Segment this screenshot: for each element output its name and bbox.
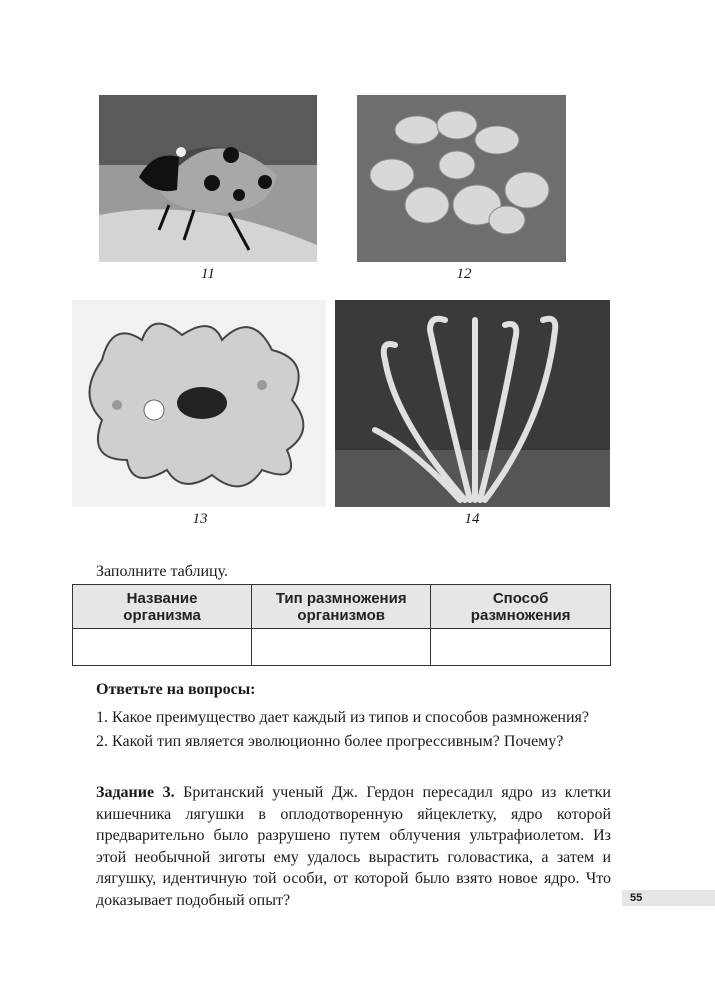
header-reproduction-method: Способ размножения: [431, 585, 611, 629]
question-item: 2. Какой тип является эволюционно более прогрессивным? Почему?: [96, 733, 564, 750]
organism-table: [72, 584, 611, 666]
figure-caption: 12: [456, 266, 472, 282]
figure-ladybug: [99, 95, 317, 262]
header-organism-name: Название организма: [73, 585, 252, 629]
figure-amoeba: [72, 300, 326, 507]
task3-paragraph: [96, 782, 611, 911]
figure-strawberry: [357, 95, 566, 262]
question-item: 1. Какое преимущество дает каждый из типов и способов размножения?: [96, 709, 589, 726]
ladybug-image: [99, 95, 317, 262]
task3-label: Задание 3.: [96, 784, 175, 801]
strawberry-image: [357, 95, 566, 262]
page-number: 55: [622, 890, 715, 906]
figure-caption: 13: [192, 511, 208, 527]
table-instruction: Заполните таблицу.: [96, 563, 228, 580]
figure-caption: 11: [201, 266, 215, 282]
figure-caption: 14: [464, 511, 480, 527]
table-row: [73, 629, 611, 666]
figure-fern: [335, 300, 610, 507]
fern-image: [335, 300, 610, 507]
table-cell[interactable]: [252, 629, 431, 666]
header-reproduction-type: Тип размножения организмов: [252, 585, 431, 629]
table-cell[interactable]: [73, 629, 252, 666]
amoeba-image: [72, 300, 326, 507]
questions-heading: Ответьте на вопросы:: [96, 681, 256, 698]
task3-text: Британский ученый Дж. Гердон пересадил ядро из клетки кишечника лягушки в оплодотворенную яйцеклетку, ядро которой предварительно было разрушено путем облучения ультрафиолетом. Из этой необычной зиготы ему удалось вырастить головастика, а затем и лягушку, идентичную той особи, от которой было взято новое ядро. Что доказывает подобный опыт?: [96, 784, 611, 909]
table-cell[interactable]: [431, 629, 611, 666]
